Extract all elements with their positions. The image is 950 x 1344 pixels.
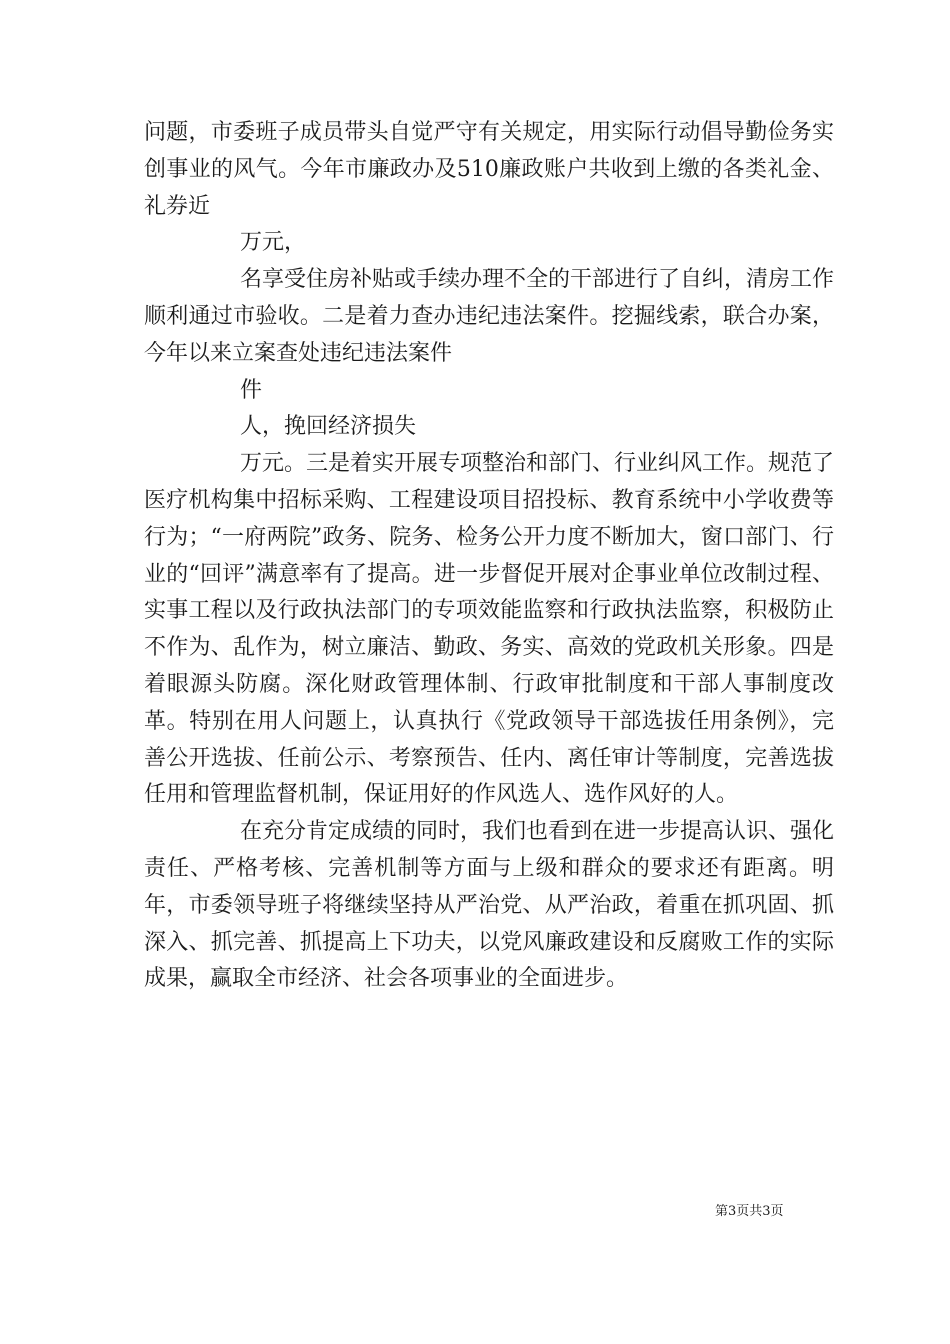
paragraph-6: 万元。三是着实开展专项整治和部门、行业纠风工作。规范了医疗机构集中招标采购、工程建设项目招投标、教育系统中小学收费等行为；“一府两院”政务、院务、检务公开力度不断加大，窗口部门、行业的“回评”满意率有了提高。进一步督促开展对企事业单位改制过程、实事工程以及行政执法部门的专项效能监察和行政执法监察，积极防止不作为、乱作为，树立廉洁、勤政、务实、高效的党政机关形象。四是着眼源头防腐。深化财政管理体制、行政审批制度和干部人事制度改革。特别在用人问题上，认真执行《党政领导干部选拔任用条例》，完善公开选拔、任前公示、考察预告、任内、离任审计等制度，完善选拔任用和管理监督机制，保证用好的作风选人、选作风好的人。	[144, 451, 835, 808]
paragraph-5: 人，挽回经济损失	[240, 414, 417, 440]
paragraph-3: 名享受住房补贴或手续办理不全的干部进行了自纠，清房工作顺利通过市验收。二是着力查办违纪违法案件。挖掘线索，联合办案，今年以来立案查处违纪违法案件	[144, 267, 835, 366]
paragraph-1: 问题，市委班子成员带头自觉严守有关规定，用实际行动倡导勤俭务实创事业的风气。今年市廉政办及510廉政账户共收到上缴的各类礼金、礼券近	[144, 120, 834, 219]
paragraph-4: 件	[240, 377, 263, 403]
page-number-footer: 第3页共3页	[715, 1204, 784, 1219]
paragraph-2: 万元，	[240, 230, 307, 256]
document-body	[144, 115, 834, 998]
paragraph-7: 在充分肯定成绩的同时，我们也看到在进一步提高认识、强化责任、严格考核、完善机制等方面与上级和群众的要求还有距离。明年，市委领导班子将继续坚持从严治党、从严治政，着重在抓巩固、抓深入、抓完善、抓提高上下功夫，以党风廉政建设和反腐败工作的实际成果，赢取全市经济、社会各项事业的全面进步。	[144, 819, 835, 992]
